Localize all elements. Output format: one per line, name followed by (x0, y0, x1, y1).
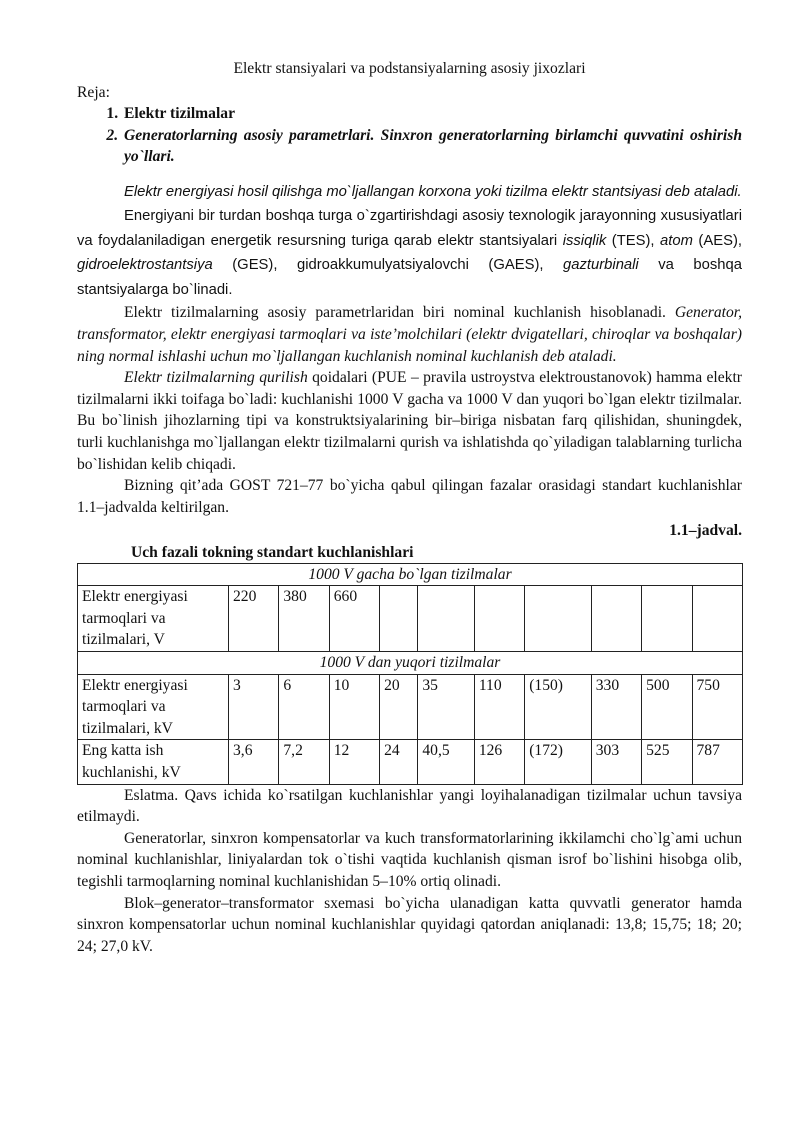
table-cell: 20 (380, 674, 418, 740)
table-cell: 6 (279, 674, 329, 740)
table-cell: 220 (229, 586, 279, 652)
paragraph-3: Elektr tizilmalarning asosiy parametrlaridan biri nominal kuchlanish hisoblanadi. Generator, transformator, elektr energiyasi tarmoqlari va iste’molchilari (elektr dvigatellari, chiroqlar va boshqalar) ning normal ishlashi uchun mo`ljallangan kuchlanish nominal kuchlanish deb ataladi. (77, 304, 742, 365)
plan-item-1: 1. Elektr tizilmalar (122, 103, 742, 125)
paragraph-1: Elektr energiyasi hosil qilishga mo`ljallangan korxona yoki tizilma elektr stantsiyasi deb ataladi. (124, 183, 742, 200)
section-header: 1000 V dan yuqori tizilmalar (78, 651, 743, 674)
table-cell (591, 586, 641, 652)
table-cell (380, 586, 418, 652)
table-cell: 3,6 (229, 740, 279, 784)
plan-list (77, 103, 742, 168)
table-section-row (78, 651, 743, 674)
table-cell: (172) (525, 740, 592, 784)
table-cell: 110 (474, 674, 524, 740)
table-cell: 330 (591, 674, 641, 740)
paragraph-6: Generatorlar, sinxron kompensatorlar va kuch transformatorlarining ikkilamchi cho`lg`ami uchun nominal kuchlanishlar, liniyalardan tok o`tishi vaqtida kuchlanish qisman isrof bo`lishini hisobga olib, tegishli tarmoqlarning nominal kuchlanishidan 5–10% ortiq olinadi. (77, 829, 742, 890)
table-cell: 12 (329, 740, 379, 784)
table-cell (692, 586, 743, 652)
table-cell (642, 586, 692, 652)
table-cell: 787 (692, 740, 743, 784)
table-section-row (78, 563, 743, 586)
table-cell: 380 (279, 586, 329, 652)
table-cell: 3 (229, 674, 279, 740)
plan-label: Reja: (77, 83, 110, 101)
paragraph-4: Elektr tizilmalarning qurilish qoidalari (PUE – pravila ustroystva elektroustanovok) hamma elektr tizilmalarni ikki toifaga bo`ladi: kuchlanishi 1000 V gacha va 1000 V dan yuqori bo`lgan elektr tizilmalar. Bu bo`linish jihozlarning tipi va konstruktsiyalarining bir–biriga nisbatan farq qilishidan, shuningdek, turli kuchlanishga mo`ljallangan elektr tizilmalarni qurish va ishlatishda qo`yiladigan talablarning turlicha bo`lishidan kelib chiqadi. (77, 369, 742, 473)
table-row (78, 674, 743, 740)
row-label: Eng katta ish kuchlanishi, kV (78, 740, 229, 784)
table-cell: 24 (380, 740, 418, 784)
section-header: 1000 V gacha bo`lgan tizilmalar (78, 563, 743, 586)
voltage-table (77, 563, 743, 785)
document-page (77, 58, 742, 957)
table-cell: 525 (642, 740, 692, 784)
table-reference: 1.1–jadval. (669, 522, 742, 540)
table-cell: 303 (591, 740, 641, 784)
table-cell: 660 (329, 586, 379, 652)
table-cell: (150) (525, 674, 592, 740)
table-cell: 35 (418, 674, 474, 740)
table-cell: 10 (329, 674, 379, 740)
paragraph-2: Energiyani bir turdan boshqa turga o`zgartirishdagi asosiy texnologik jarayonning xususiyatlari va foydalaniladigan energetik resursning turiga qarab elektr stantsiyalari issiqlik (TES), atom (AES), gidroelektrostantsiya (GES), gidroakkumulyatsiyalovchi (GAES), gazturbinali va boshqa stantsiyalarga bo`linadi. (77, 208, 743, 298)
table-cell: 40,5 (418, 740, 474, 784)
table-cell: 750 (692, 674, 743, 740)
table-note: Eslatma. Qavs ichida ko`rsatilgan kuchlanishlar yangi loyihalanadigan tizilmalar uchun tavsiya etilmaydi. (77, 786, 742, 826)
table-cell: 7,2 (279, 740, 329, 784)
paragraph-5: Bizning qit’ada GOST 721–77 bo`yicha qabul qilingan fazalar orasidagi standart kuchlanishlar 1.1–jadvalda keltirilgan. (77, 477, 742, 516)
table-cell (525, 586, 592, 652)
paragraph-7: Blok–generator–transformator sxemasi bo`yicha ulanadigan katta quvvatli generator hamda sinxron kompensatorlar uchun nominal kuchlanishlar quyidagi qatordan aniqlanadi: 13,8; 15,75; 18; 20; 24; 27,0 kV. (77, 894, 742, 955)
table-cell: 500 (642, 674, 692, 740)
table-row (78, 586, 743, 652)
table-row (78, 740, 743, 784)
row-label: Elektr energiyasi tarmoqlari va tizilmalari, kV (78, 674, 229, 740)
table-cell: 126 (474, 740, 524, 784)
table-cell (418, 586, 474, 652)
plan-item-2: 2. Generatorlarning asosiy parametrlari. Sinxron generatorlarning birlamchi quvvatini oshirish yo`llari. (122, 125, 742, 168)
table-cell (474, 586, 524, 652)
row-label: Elektr energiyasi tarmoqlari va tizilmalari, V (78, 586, 229, 652)
table-caption: Uch fazali tokning standart kuchlanishlari (131, 544, 414, 561)
document-title: Elektr stansiyalari va podstansiyalarning asosiy jixozlari (233, 60, 586, 77)
